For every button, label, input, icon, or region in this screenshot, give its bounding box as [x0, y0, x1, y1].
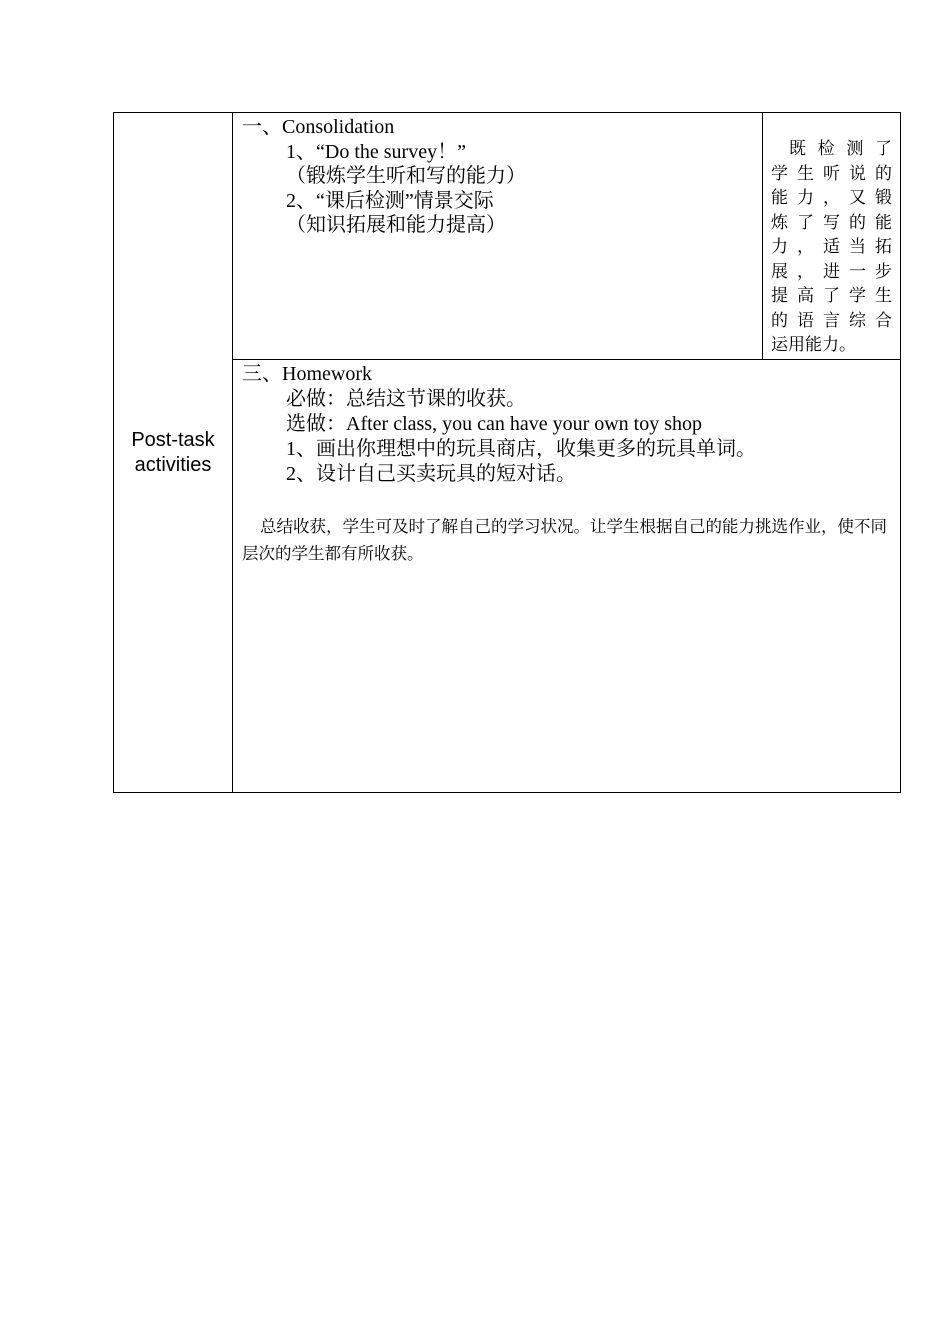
homework-heading: 三、Homework: [242, 363, 372, 385]
consolidation-heading: 一、Consolidation: [242, 116, 395, 138]
stage-label-line2: activities: [134, 453, 212, 476]
design-note-line: 展，进一步: [771, 261, 892, 281]
homework-option-2: 2、设计自己买卖玩具的短对话。: [286, 463, 576, 485]
homework-optional: 选做：After class, you can have your own toy shop: [286, 413, 703, 435]
stage-cell: [114, 113, 233, 793]
design-note-line: 既检测了: [789, 139, 892, 158]
design-note-line: 学生听说的: [771, 163, 892, 183]
consolidation-item-2-note: （知识拓展和能力提高）: [286, 214, 506, 236]
design-note-line: 提高了学生: [771, 286, 892, 305]
consolidation-item-2: 2、“课后检测”情景交际: [286, 189, 494, 212]
design-note-line: 力，适当拓: [771, 237, 892, 256]
homework-summary: 总结收获，学生可及时了解自己的学习状况。让学生根据自己的能力挑选作业，使不同层次的学生都有所收获。: [242, 517, 887, 563]
design-note-line: 运用能力。: [771, 335, 856, 354]
consolidation-item-1: 1、“Do the survey！”: [286, 140, 466, 163]
design-note-line: 的语言综合: [771, 310, 892, 330]
homework-required: 必做：总结这节课的收获。: [286, 388, 526, 410]
design-note-line: 炼了写的能: [771, 212, 892, 232]
consolidation-item-1-note: （锻炼学生听和写的能力）: [286, 165, 526, 187]
consolidation-cell: [233, 113, 763, 360]
homework-cell: [233, 360, 901, 793]
lesson-plan-table: [113, 112, 901, 793]
stage-label-line1: Post-task: [131, 428, 215, 451]
table-row: [114, 360, 901, 793]
design-note-line: 能力，又锻: [771, 188, 892, 207]
homework-option-1: 1、画出你理想中的玩具商店，收集更多的玩具单词。: [286, 438, 756, 460]
table-row: [114, 113, 901, 360]
design-note-cell: [763, 113, 901, 360]
